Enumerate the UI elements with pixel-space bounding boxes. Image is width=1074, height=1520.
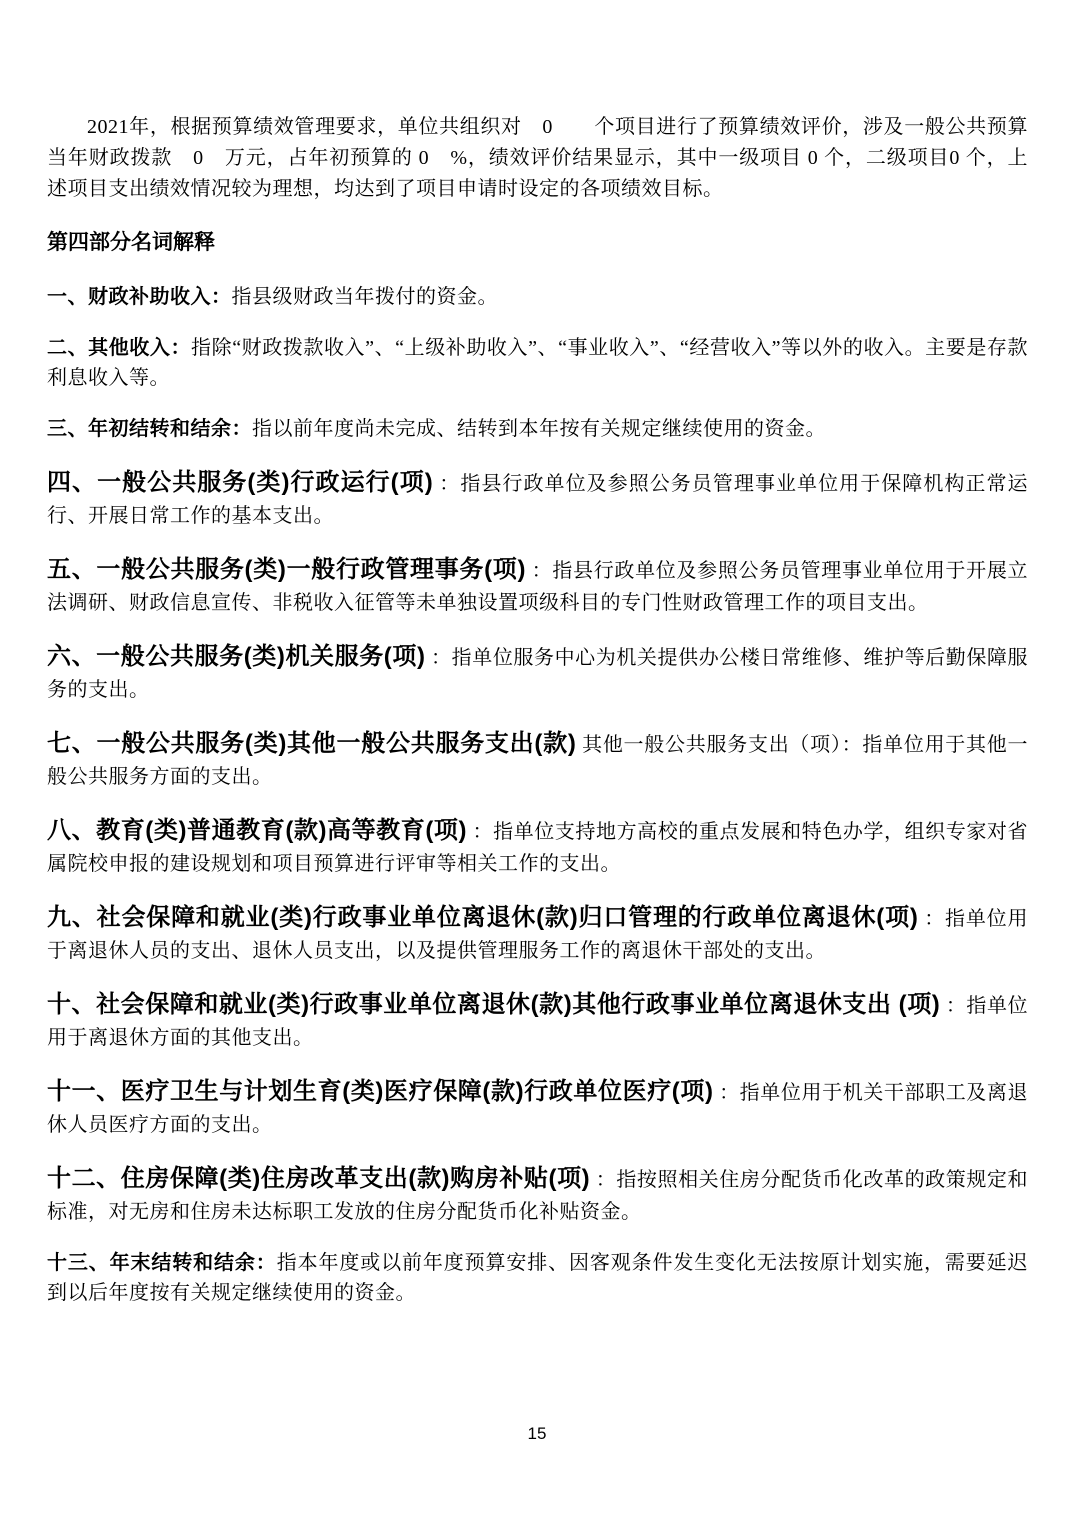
glossary-item-10: [47, 987, 1028, 1053]
glossary-item-2: [47, 333, 1028, 393]
glossary-item-11: [47, 1074, 1028, 1140]
glossary-item-5: [47, 552, 1028, 618]
term-label: 九、社会保障和就业(类)行政事业单位离退休(款)归口管理的行政单位离退休(项): [47, 904, 919, 932]
term-label: 十二、住房保障(类)住房改革支出(款)购房补贴(项): [47, 1165, 591, 1193]
term-definition: 指县级财政当年拨付的资金。: [231, 286, 498, 309]
glossary-item-12: [47, 1161, 1028, 1227]
term-definition: ：指县行政单位及参照公务员管理事业单位用于保障机构正常运行、开展日常工作的基本支出。: [47, 473, 1029, 528]
term-label: 十三、年末结转和结余：: [47, 1252, 277, 1275]
term-definition: ：指单位用于离退休人员的支出、退休人员支出，以及提供管理服务工作的离退休干部处的支出。: [47, 908, 1028, 963]
glossary-item-7: [47, 726, 1028, 792]
intro-paragraph: 2021年，根据预算绩效管理要求，单位共组织对 0 个项目进行了预算绩效评价，涉及一般公共预算当年财政拨款 0 万元，占年初预算的 0 %，绩效评价结果显示，其中一级项目 0 个，二级项目0 个，上述项目支出绩效情况较为理想，均达到了项目申请时设定的各项绩效目标。: [47, 116, 1028, 200]
term-label: 三、年初结转和结余：: [47, 418, 252, 441]
glossary-item-13: [47, 1248, 1028, 1308]
term-label: 一、财政补助收入：: [47, 286, 232, 309]
term-definition: ：指单位用于机关干部职工及离退休人员医疗方面的支出。: [47, 1082, 1029, 1137]
term-label: 六、一般公共服务(类)机关服务(项): [47, 643, 426, 671]
glossary-item-4: [47, 465, 1028, 531]
term-label: 二、其他收入：: [47, 337, 192, 360]
glossary-item-9: [47, 900, 1028, 966]
page-number: 15: [527, 1424, 547, 1443]
term-definition: 指以前年度尚未完成、结转到本年按有关规定继续使用的资金。: [252, 418, 826, 441]
section-heading: 第四部分名词解释: [47, 231, 215, 254]
term-definition: ：指按照相关住房分配货币化改革的政策规定和标准，对无房和住房未达标职工发放的住房分配货币化补贴资金。: [47, 1169, 1029, 1224]
term-label: 十一、医疗卫生与计划生育(类)医疗保障(款)行政单位医疗(项): [47, 1078, 714, 1106]
term-label: 七、一般公共服务(类)其他一般公共服务支出(款): [47, 730, 577, 758]
term-label: 十、社会保障和就业(类)行政事业单位离退休(款)其他行政事业单位离退休支出 (项): [47, 991, 941, 1019]
glossary-item-1: [47, 282, 1028, 312]
term-definition: ：指单位服务中心为机关提供办公楼日常维修、维护等后勤保障服务的支出。: [47, 647, 1029, 702]
term-definition: 其他一般公共服务支出（项）：指单位用于其他一般公共服务方面的支出。: [47, 734, 1029, 789]
glossary-item-6: [47, 639, 1028, 705]
glossary-item-3: [47, 414, 1028, 444]
glossary-item-8: [47, 813, 1028, 879]
term-definition: 指本年度或以前年度预算安排、因客观条件发生变化无法按原计划实施，需要延迟到以后年度按有关规定继续使用的资金。: [47, 1252, 1029, 1305]
term-label: 五、一般公共服务(类)一般行政管理事务(项): [47, 556, 526, 584]
term-definition: ：指单位支持地方高校的重点发展和特色办学，组织专家对省属院校申报的建设规划和项目预算进行评审等相关工作的支出。: [47, 821, 1029, 876]
term-label: 八、教育(类)普通教育(款)高等教育(项): [47, 817, 467, 845]
term-label: 四、一般公共服务(类)行政运行(项): [47, 469, 434, 497]
term-definition: 指除“财政拨款收入”、“上级补助收入”、“事业收入”、“经营收入”等以外的收入。主要是存款利息收入等。: [47, 337, 1028, 390]
term-definition: ：指县行政单位及参照公务员管理事业单位用于开展立法调研、财政信息宣传、非税收入征管等未单独设置项级科目的专门性财政管理工作的项目支出。: [47, 560, 1029, 615]
term-definition: ：指单位用于离退休方面的其他支出。: [47, 995, 1028, 1050]
